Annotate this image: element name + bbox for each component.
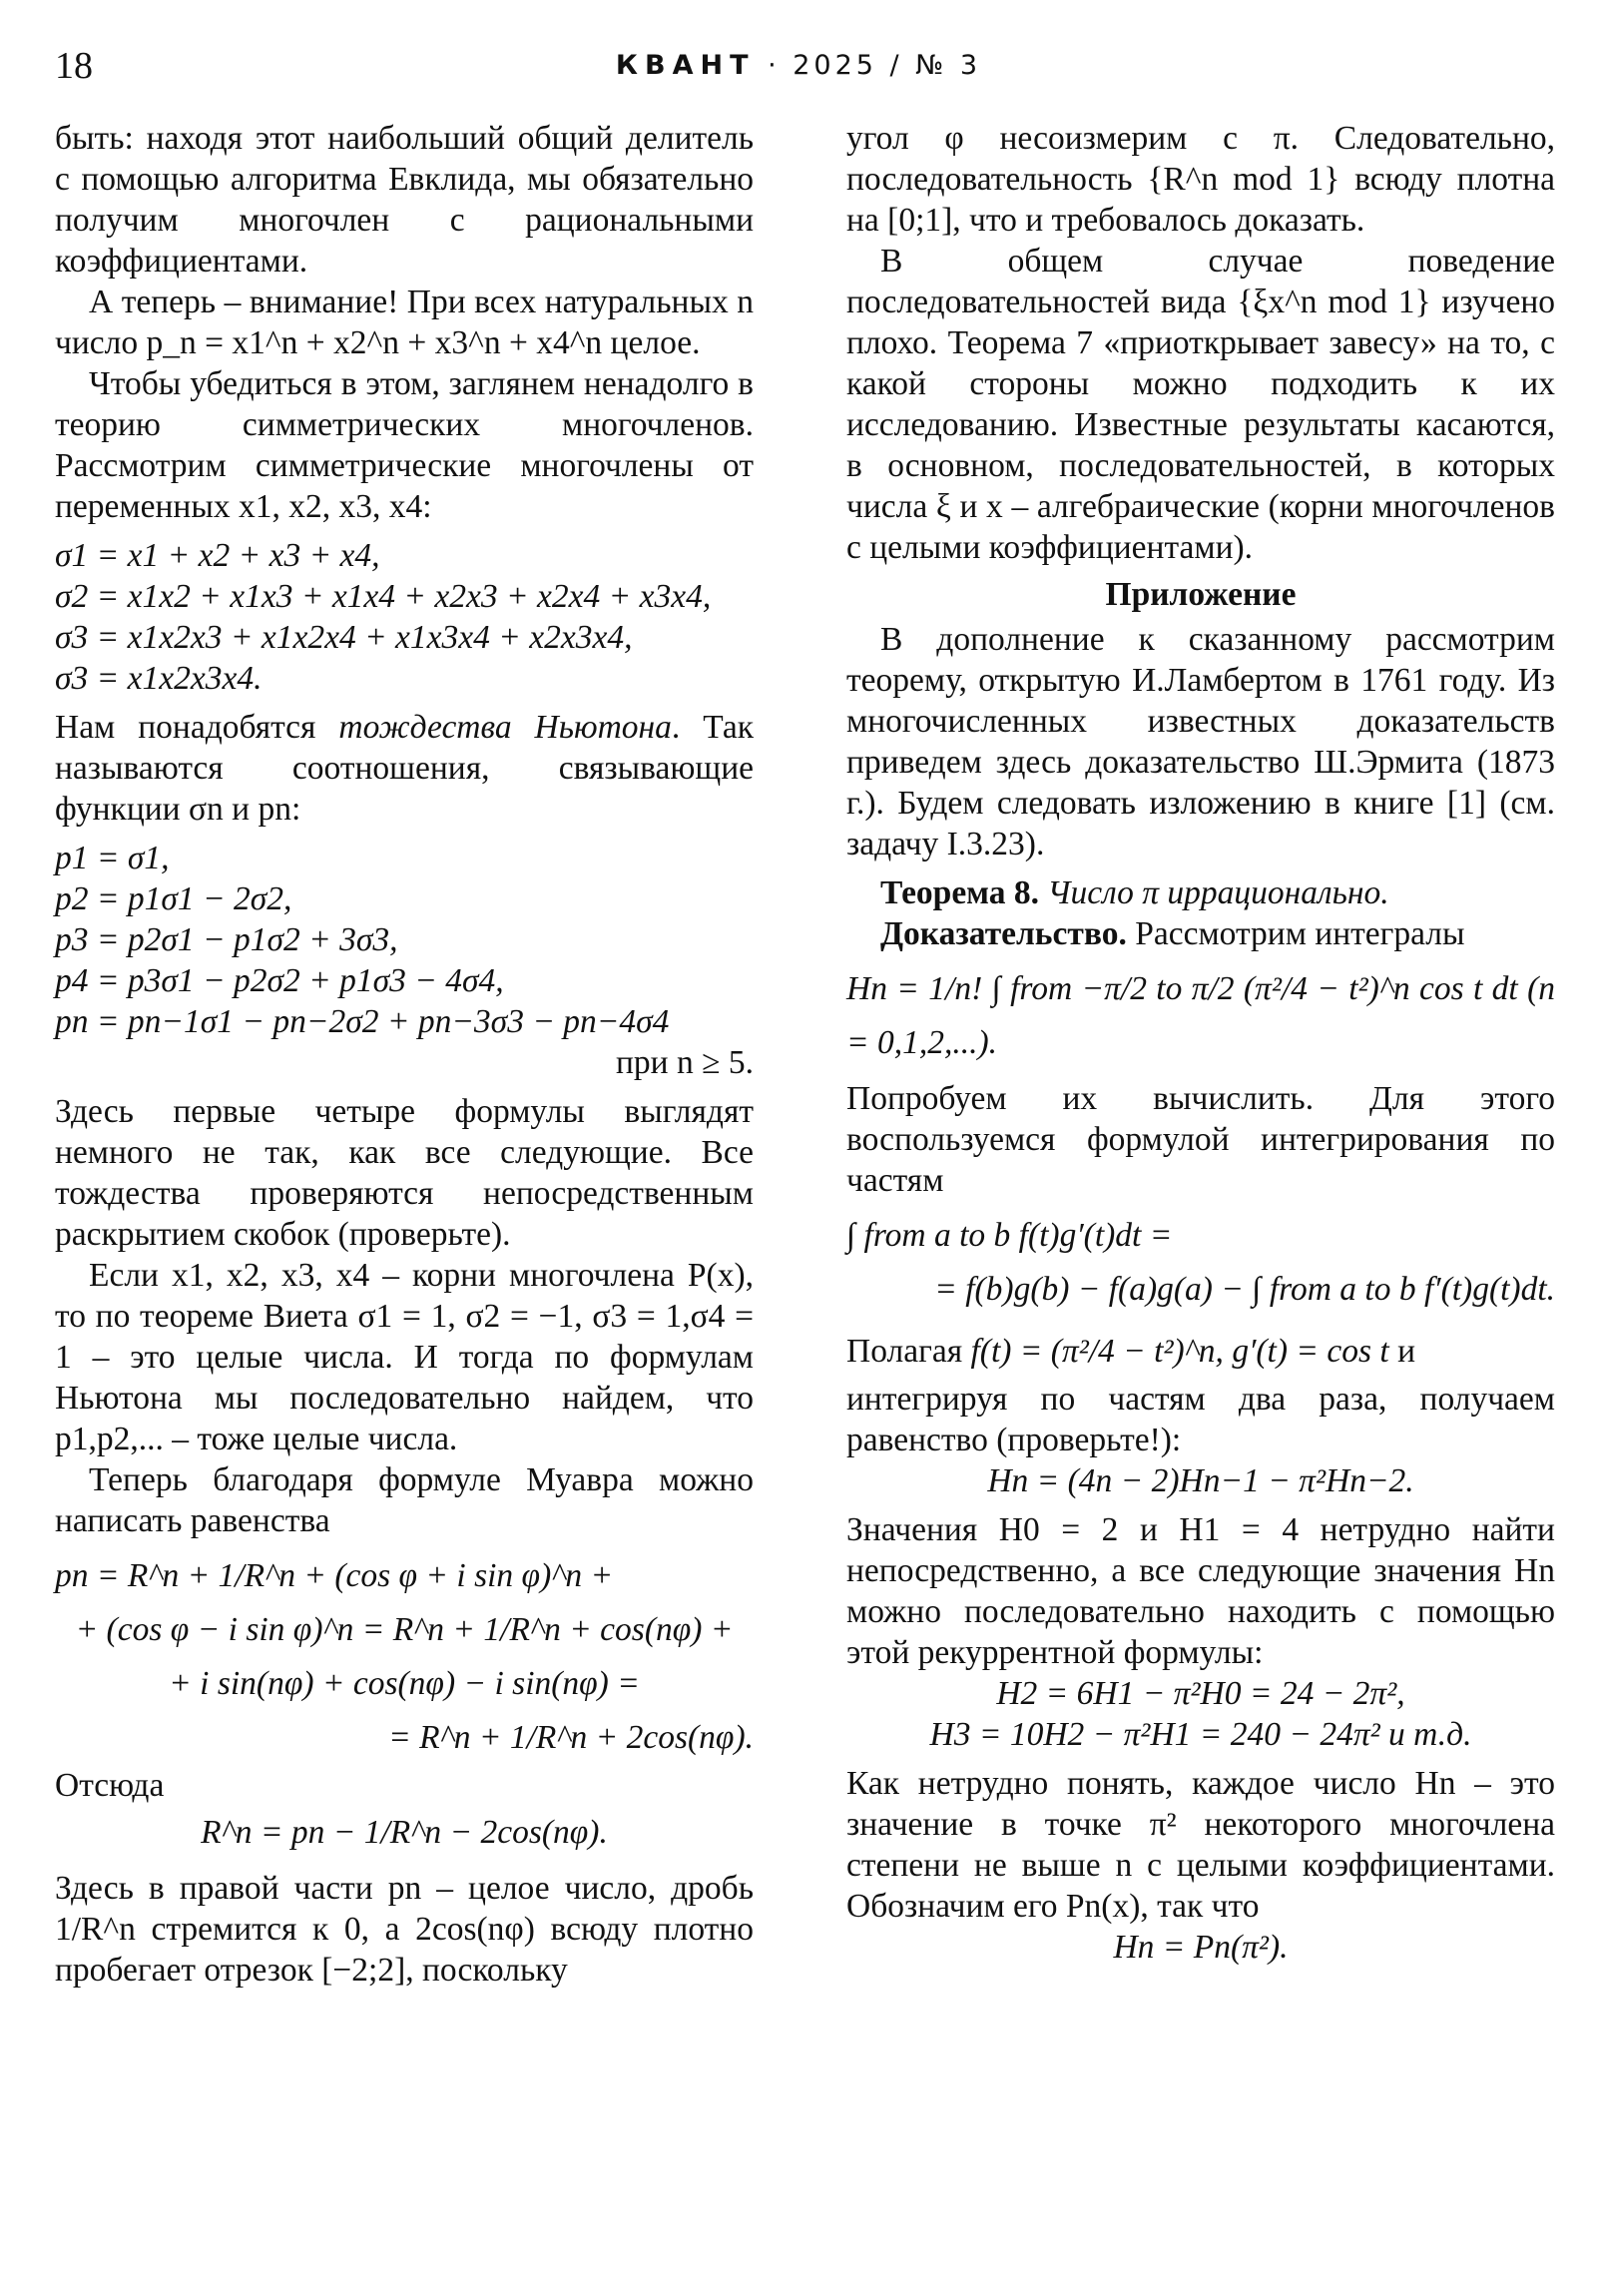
hn-definition: Hn = 1/n! ∫ from −π/2 to π/2 (π²/4 − t²)^n cos t dt (n = 0,1,2,...). <box>846 970 1555 1061</box>
and-text: и <box>1397 1333 1416 1370</box>
left-paragraph-2: А теперь – внимание! При всех натуральных n число p_n = x1^n + x2^n + x3^n + x4^n целое. <box>55 284 754 361</box>
left-paragraph-6: Если x1, x2, x3, x4 – корни многочлена P(x), то по теореме Виета σ1 = 1, σ2 = −1, σ3 = 1,σ4 = 1 – это целые числа. И тогда по формулам Ньютона мы последовательно найдем, что p1,p2,... – тоже целые числа. <box>55 1257 754 1457</box>
moivre-3: + i sin(nφ) + cos(nφ) − i sin(nφ) = <box>169 1665 640 1702</box>
sigma-4: σ3 = x1x2x3x4. <box>55 660 263 697</box>
sigma-1: σ1 = x1 + x2 + x3 + x4, <box>55 537 380 574</box>
moivre-1: pn = R^n + 1/R^n + (cos φ + i sin φ)^n + <box>55 1557 614 1594</box>
proof-text: Рассмотрим интегралы <box>1135 915 1465 952</box>
newton-intro-end: . Так называются соотношения, связывающие функции σn и pn: <box>55 709 754 828</box>
h3-formula: H3 = 10H2 − π²H1 = 240 − 24π² и т.д. <box>929 1716 1472 1753</box>
issue-number: · 2025 / № 3 <box>768 50 982 81</box>
newton-2: p2 = p1σ1 − 2σ2, <box>55 880 292 917</box>
left-paragraph-7: Теперь благодаря формуле Муавра можно написать равенства <box>55 1461 754 1539</box>
h2-formula: H2 = 6H1 − π²H0 = 24 − 2π², <box>996 1675 1405 1712</box>
f-definition: f(t) = (π²/4 − t²)^n, <box>970 1333 1224 1370</box>
moivre-4: = R^n + 1/R^n + 2cos(nφ). <box>388 1719 754 1756</box>
rn-formula: R^n = pn − 1/R^n − 2cos(nφ). <box>201 1814 608 1851</box>
right-paragraph-1: угол φ несоизмерим с π. Следовательно, последовательность {R^n mod 1} всюду плотна на [0;1], что и требовалось доказать. <box>846 120 1555 239</box>
newton-term: тождества Ньютона <box>338 709 672 746</box>
right-paragraph-6: интегрируя по частям два раза, получаем равенство (проверьте!): <box>846 1381 1555 1458</box>
newton-condition: при n ≥ 5. <box>616 1044 754 1081</box>
theorem-text: Число π иррационально. <box>1047 874 1389 911</box>
left-paragraph-4 <box>55 707 754 830</box>
parts-formula-2: = f(b)g(b) − f(a)g(a) − ∫ from a to b f′(t)g(t)dt. <box>934 1271 1555 1308</box>
newton-3: p3 = p2σ1 − p1σ2 + 3σ3, <box>55 921 398 958</box>
right-paragraph-5 <box>846 1325 1555 1379</box>
sigma-2: σ2 = x1x2 + x1x3 + x1x4 + x2x3 + x2x4 + x3x4, <box>55 578 712 615</box>
newton-n: pn = pn−1σ1 − pn−2σ2 + pn−3σ3 − pn−4σ4 <box>55 1003 670 1040</box>
left-paragraph-3: Чтобы убедиться в этом, заглянем ненадолго в теорию симметрических многочленов. Рассмотрим симметрические многочлены от переменных x1, x2, x3, x4: <box>55 365 754 525</box>
theorem-label: Теорема 8. <box>880 874 1040 911</box>
appendix-title: Приложение <box>1105 576 1297 613</box>
parts-formula-1: ∫ from a to b f(t)g′(t)dt = <box>846 1217 1173 1254</box>
proof <box>846 913 1555 954</box>
newton-4: p4 = p3σ1 − p2σ2 + p1σ3 − 4σ4, <box>55 962 504 999</box>
right-paragraph-3: В дополнение к сказанному рассмотрим теорему, открытую И.Ламбертом в 1761 году. Из многочисленных известных доказательств приведем здесь доказательство Ш.Эрмита (1873 г.). Будем следовать изложению в книге [1] (см. задачу I.3.23). <box>846 621 1555 862</box>
moivre-2: + (cos φ − i sin φ)^n = R^n + 1/R^n + cos(nφ) + <box>75 1611 734 1648</box>
recurrence-formula: Hn = (4n − 2)Hn−1 − π²Hn−2. <box>987 1462 1414 1499</box>
right-paragraph-7: Значения H0 = 2 и H1 = 4 нетрудно найти непосредственно, а все следующие значения Hn можно последовательно находить с помощью этой рекуррентной формулы: <box>846 1511 1555 1671</box>
left-paragraph-1: быть: находя этот наибольший общий делитель с помощью алгоритма Евклида, мы обязательно получим многочлен с рациональными коэффициентами. <box>55 120 754 280</box>
left-paragraph-8: Отсюда <box>55 1767 165 1804</box>
right-paragraph-8: Как нетрудно понять, каждое число Hn – это значение в точке π² некоторого многочлена степени не выше n с целыми коэффициентами. Обозначим его Pn(x), так что <box>846 1765 1555 1925</box>
left-paragraph-5: Здесь первые четыре формулы выглядят немного не так, как все следующие. Все тождества проверяются непосредственным раскрытием скобок (проверьте). <box>55 1093 754 1253</box>
running-title <box>55 50 1542 81</box>
page-number: 18 <box>55 45 93 87</box>
left-column <box>55 118 754 1991</box>
proof-label: Доказательство. <box>880 915 1127 952</box>
g-definition: g′(t) = cos t <box>1232 1333 1389 1370</box>
final-formula: Hn = Pn(π²). <box>1113 1929 1289 1966</box>
page-header <box>55 44 1542 92</box>
theorem-8 <box>846 872 1555 913</box>
left-paragraph-9: Здесь в правой части pn – целое число, дробь 1/R^n стремится к 0, а 2cos(nφ) всюду плотно пробегает отрезок [−2;2], поскольку <box>55 1870 754 1989</box>
right-paragraph-4: Попробуем их вычислить. Для этого воспользуемся формулой интегрирования по частям <box>846 1080 1555 1199</box>
right-column <box>846 118 1555 1968</box>
sigma-3: σ3 = x1x2x3 + x1x2x4 + x1x3x4 + x2x3x4, <box>55 619 633 656</box>
right-paragraph-2: В общем случае поведение последовательностей вида {ξx^n mod 1} изучено плохо. Теорема 7 «приоткрывает завесу» на то, с какой стороны можно подходить к их исследованию. Известные результаты касаются, в основном, последовательностей, в которых числа ξ и x – алгебраические (корни многочленов с целыми коэффициентами). <box>846 243 1555 566</box>
newton-1: p1 = σ1, <box>55 840 170 876</box>
newton-intro: Нам понадобятся <box>55 709 339 746</box>
setting-text: Полагая <box>846 1333 963 1370</box>
journal-name: КВАНТ <box>615 50 756 81</box>
